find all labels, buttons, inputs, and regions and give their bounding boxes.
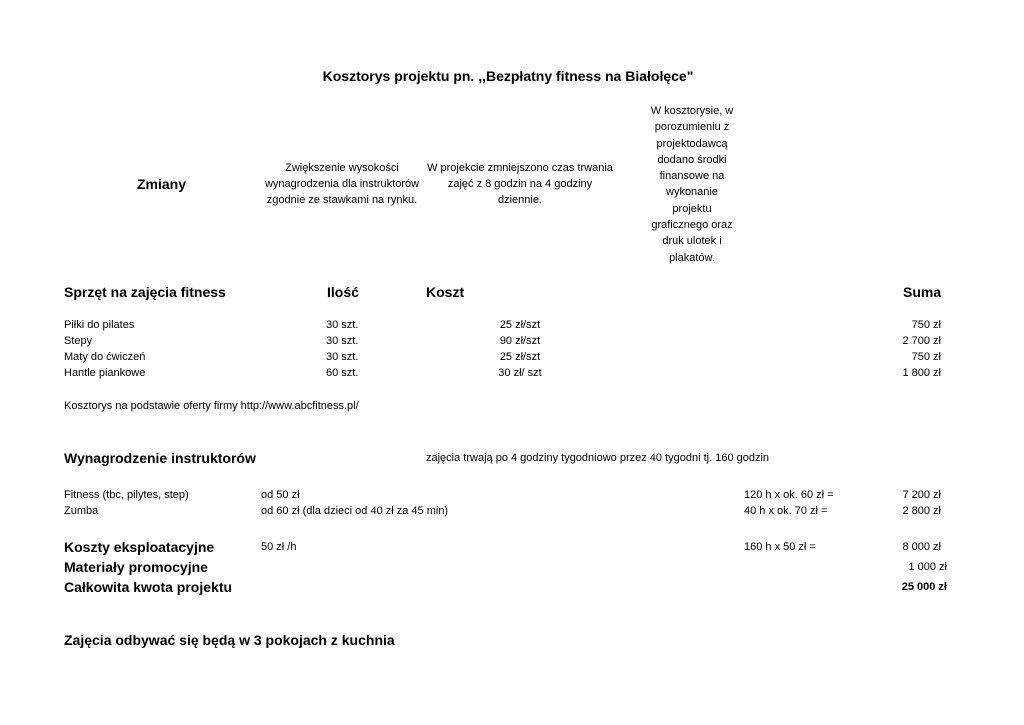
operating-sum: 8 000 zł bbox=[902, 541, 941, 553]
equipment-row-cost: 25 zł/szt bbox=[499, 319, 541, 331]
instructors-note: zajęcia trwają po 4 godziny tygodniowo przez 40 tygodni tj. 160 godzin bbox=[426, 452, 770, 464]
changes-label: Zmiany bbox=[137, 176, 187, 192]
equipment-row-sum: 750 zł bbox=[911, 351, 941, 363]
footer-note: Zajęcia odbywać się będą w 3 pokojach z kuchnia bbox=[64, 632, 395, 648]
change-note-1: Zwiększenie wysokości wynagrodzenia dla instruktorów zgodnie ze stawkami na rynku. bbox=[264, 162, 420, 206]
operating-calc: 160 h x 50 zł = bbox=[744, 541, 816, 553]
equipment-row-qty: 30 szt. bbox=[326, 335, 359, 347]
total-sum: 25 000 zł bbox=[901, 581, 947, 593]
instructor-row-calc: 40 h x ok. 70 zł = bbox=[744, 505, 828, 517]
instructor-row-rate: od 60 zł (dla dzieci od 40 zł za 45 min) bbox=[261, 505, 449, 517]
equipment-row-qty: 30 szt. bbox=[326, 351, 359, 363]
equipment-row-cost: 25 zł/szt bbox=[499, 351, 541, 363]
equipment-row-qty: 30 szt. bbox=[326, 319, 359, 331]
change-note-2: W projekcie zmniejszono czas trwania zajęć z 8 godzin na 4 godziny dziennie. bbox=[427, 162, 613, 206]
equipment-row-sum: 2 700 zł bbox=[902, 335, 941, 347]
equipment-row-name: Hantle piankowe bbox=[64, 367, 146, 379]
instructor-row-sum: 7 200 zł bbox=[902, 489, 941, 501]
equipment-header-sum: Suma bbox=[903, 284, 942, 300]
equipment-row-qty: 60 szt. bbox=[326, 367, 359, 379]
equipment-header-name: Sprzęt na zajęcia fitness bbox=[64, 284, 226, 300]
promo-label: Materiały promocyjne bbox=[64, 559, 208, 575]
equipment-header-cost: Koszt bbox=[426, 284, 465, 300]
equipment-row-cost: 90 zł/szt bbox=[499, 335, 541, 347]
instructor-row-calc: 120 h x ok. 60 zł = bbox=[744, 489, 834, 501]
instructor-row-rate: od 50 zł bbox=[261, 489, 300, 501]
equipment-row-name: Maty do ćwiczeń bbox=[64, 351, 146, 363]
promo-sum: 1 000 zł bbox=[908, 561, 947, 573]
source-note: Kosztorys na podstawie oferty firmy http://www.abcfitness.pl/ bbox=[64, 400, 359, 412]
instructor-row-name: Zumba bbox=[64, 505, 99, 517]
equipment-row-name: Stepy bbox=[64, 335, 93, 347]
instructors-heading: Wynagrodzenie instruktorów bbox=[64, 450, 256, 466]
operating-label: Koszty eksploatacyjne bbox=[64, 539, 215, 555]
instructor-row-name: Fitness (tbc, pilytes, step) bbox=[64, 489, 189, 501]
document-title: Kosztorys projektu pn. ,,Bezpłatny fitness na Białołęce" bbox=[322, 68, 694, 84]
change-note-3: W kosztorysie, w porozumieniu z projektodawcą dodano środki finansowe na wykonanie projektu graficznego oraz druk ulotek i plakatów. bbox=[650, 105, 734, 264]
total-label: Całkowita kwota projektu bbox=[64, 579, 233, 595]
equipment-row-sum: 750 zł bbox=[911, 319, 941, 331]
equipment-row-sum: 1 800 zł bbox=[902, 367, 941, 379]
equipment-row-name: Piłki do pilates bbox=[64, 319, 135, 331]
equipment-header-qty: Ilość bbox=[327, 284, 359, 300]
instructor-row-sum: 2 800 zł bbox=[902, 505, 941, 517]
equipment-row-cost: 30 zł/ szt bbox=[498, 367, 542, 379]
operating-rate: 50 zł /h bbox=[261, 541, 297, 553]
